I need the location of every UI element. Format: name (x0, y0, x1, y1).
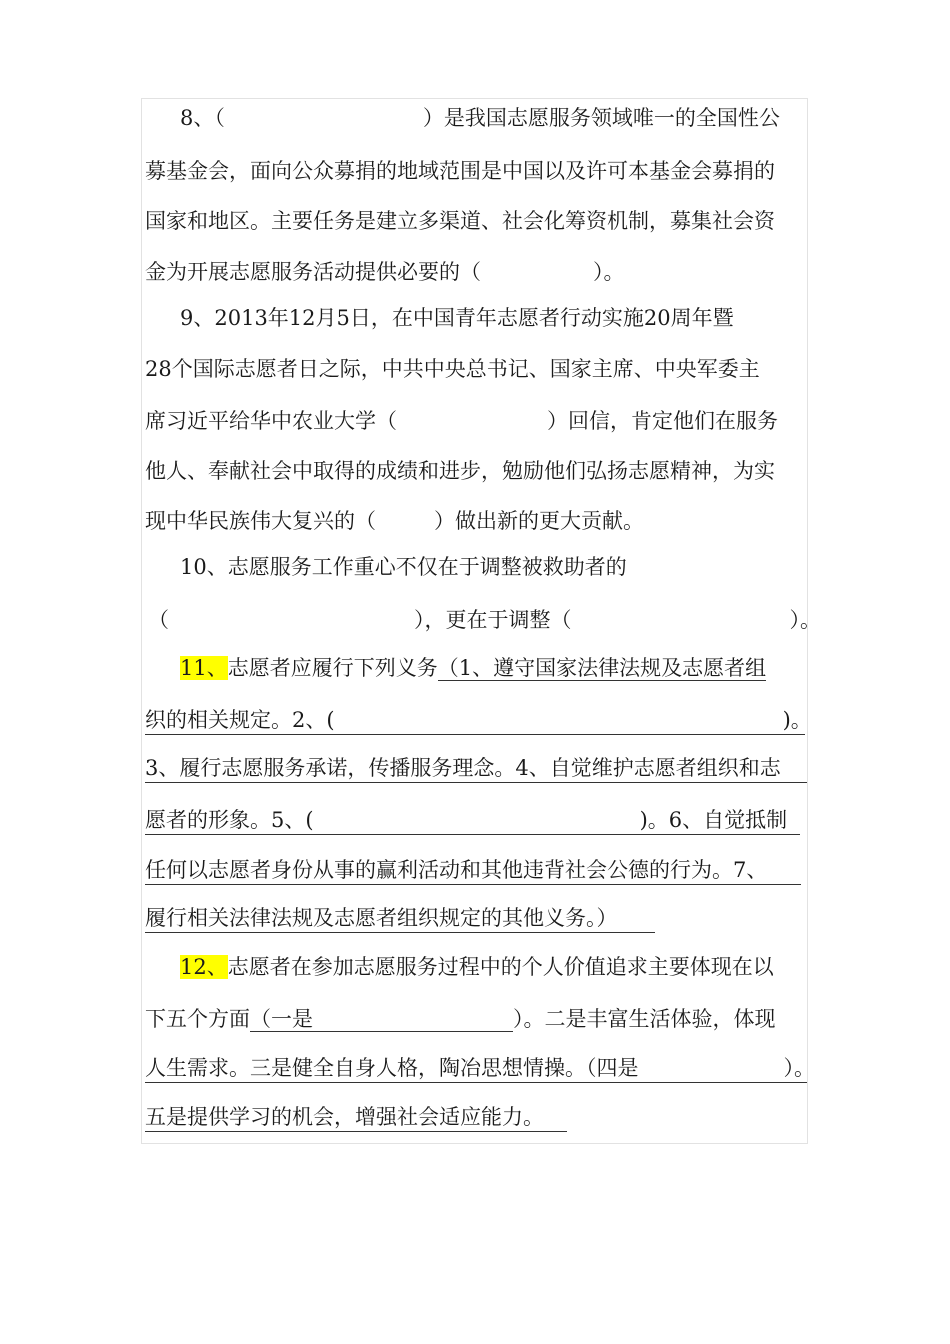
q8-line-3: 国家和地区。主要任务是建立多渠道、社会化筹资机制，募集社会资 (145, 209, 775, 233)
q10-line-2: （ ），更在于调整（ ）。 (148, 608, 821, 632)
q11-line-3: 3、履行志愿服务承诺，传播服务理念。4、自觉维护志愿者组织和志 (145, 754, 807, 783)
q8-line-1 (180, 104, 800, 132)
q8-line-2: 募基金会，面向公众募捐的地域范围是中国以及许可本基金会募捐的 (145, 159, 775, 183)
q9-line-3: 席习近平给华中农业大学（ ）回信，肯定他们在服务 (145, 409, 778, 433)
q9-line-1: 9、2013年12月5日，在中国青年志愿者行动实施20周年暨 (180, 306, 734, 330)
q11-line-4: 愿者的形象。5、( )。6、自觉抵制 (145, 806, 800, 835)
q12-line-1: 12、志愿者在参加志愿服务过程中的个人价值追求主要体现在以 (180, 955, 774, 979)
q11-line-5: 任何以志愿者身份从事的赢利活动和其他违背社会公德的行为。7、 (145, 856, 801, 885)
q12-line-3: 人生需求。三是健全自身人格，陶冶思想情操。（四是 ）。 (145, 1054, 807, 1083)
q12-number: 12、 (180, 955, 228, 979)
q11-line-6: 履行相关法律法规及志愿者组织规定的其他义务。） (145, 904, 655, 933)
q12-line-4: 五是提供学习的机会，增强社会适应能力。 (145, 1103, 567, 1132)
q10-line-1: 10、志愿服务工作重心不仅在于调整被救助者的 (180, 555, 627, 579)
q8-text: ）是我国志愿服务领域唯一的全国性公 (422, 106, 780, 130)
q8-line-4: 金为开展志愿服务活动提供必要的（ ）。 (145, 260, 625, 284)
q11-line-2: 织的相关规定。2、( )。 (145, 706, 805, 735)
q12-line-2: 下五个方面（一是 ）。二是丰富生活体验，体现 (145, 1007, 776, 1031)
q11-number: 11、 (180, 656, 228, 680)
q8-number: 8、（ (180, 106, 225, 130)
q9-line-4: 他人、奉献社会中取得的成绩和进步，勉励他们弘扬志愿精神，为实 (145, 459, 775, 483)
q9-line-5: 现中华民族伟大复兴的（ ）做出新的更大贡献。 (145, 509, 644, 533)
q11-line-1: 11、志愿者应履行下列义务（1、遵守国家法律法规及志愿者组 (180, 656, 767, 680)
q9-line-2: 28个国际志愿者日之际，中共中央总书记、国家主席、中央军委主 (145, 357, 760, 381)
